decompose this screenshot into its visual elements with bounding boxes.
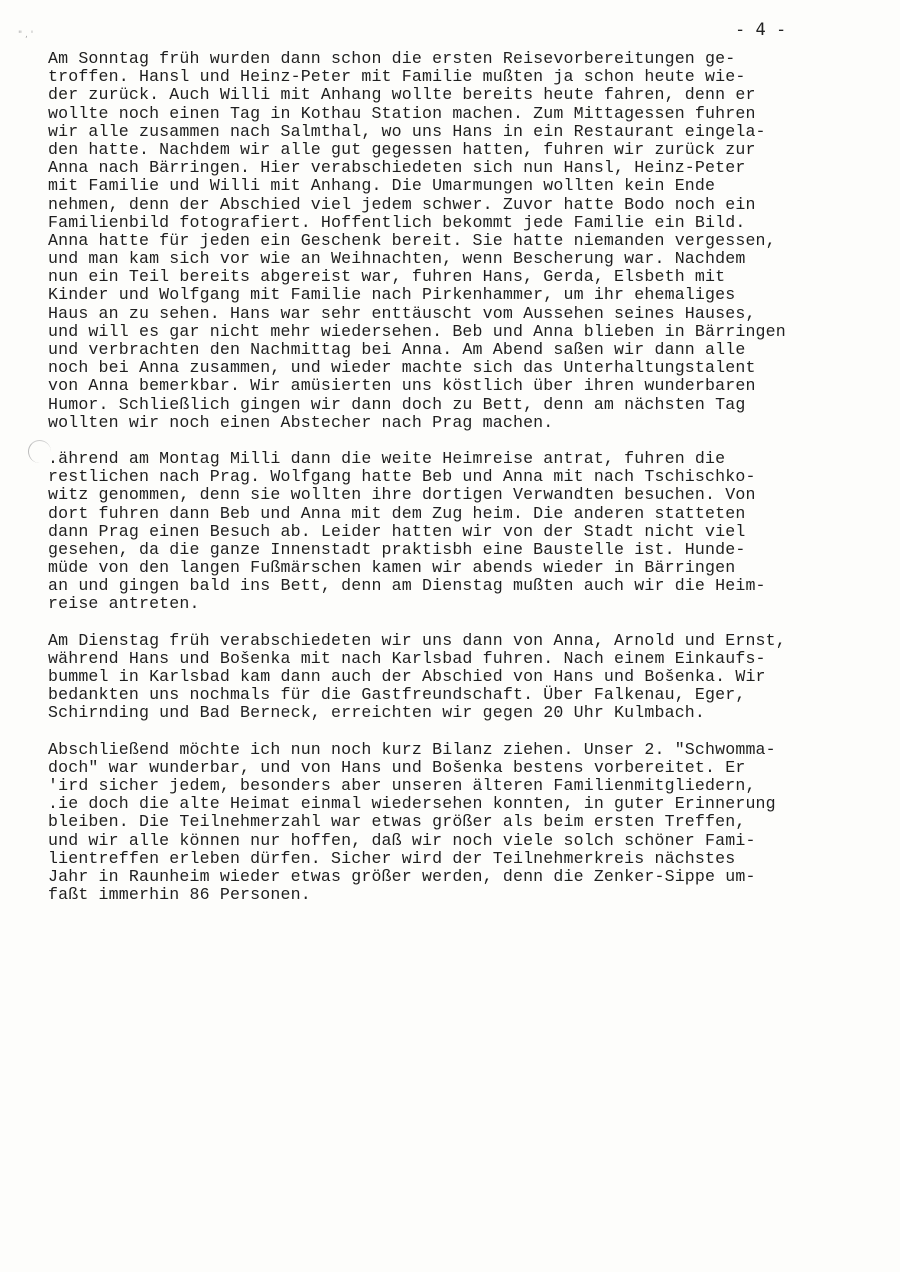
text-line: mit Familie und Willi mit Anhang. Die Umarmungen wollten kein Ende: [48, 176, 716, 196]
text-line: gesehen, da die ganze Innenstadt praktisbh eine Baustelle ist. Hunde-: [48, 539, 746, 559]
text-line: Familienbild fotografiert. Hoffentlich bekommt jede Familie ein Bild.: [48, 212, 746, 232]
text-line: und verbrachten den Nachmittag bei Anna. Am Abend saßen wir dann alle: [48, 340, 746, 359]
text-line: und will es gar nicht mehr wiedersehen. Beb und Anna blieben in Bärringen: [48, 321, 786, 341]
text-line: bedankten uns nochmals für die Gastfreundschaft. Über Falkenau, Eger,: [48, 685, 746, 705]
text-line: und wir alle können nur hoffen, daß wir noch viele solch schöner Fami-: [48, 830, 756, 850]
text-line: .ie doch die alte Heimat einmal wiedersehen konnten, in guter Erinnerung: [48, 794, 776, 814]
paragraph: [48, 50, 878, 432]
text-line: restlichen nach Prag. Wolfgang hatte Beb und Anna mit nach Tschischko-: [48, 467, 756, 487]
text-line: 'ird sicher jedem, besonders aber unseren älteren Familienmitgliedern,: [48, 775, 756, 795]
text-line: Kinder und Wolfgang mit Familie nach Pirkenhammer, um ihr ehemaliges: [48, 285, 736, 305]
text-line: müde von den langen Fußmärschen kamen wir abends wieder in Bärringen: [48, 558, 736, 578]
text-line: Anna hatte für jeden ein Geschenk bereit. Sie hatte niemanden vergessen,: [48, 230, 776, 250]
text-line: witz genommen, denn sie wollten ihre dortigen Verwandten besuchen. Von: [48, 485, 756, 505]
text-line: den hatte. Nachdem wir alle gut gegessen hatten, fuhren wir zurück zur: [48, 139, 756, 159]
text-line: reise antreten.: [48, 594, 200, 614]
paragraph: [48, 741, 878, 905]
text-line: lientreffen erleben dürfen. Sicher wird der Teilnehmerkreis nächstes: [48, 848, 736, 868]
text-line: der zurück. Auch Willi mit Anhang wollte bereits heute fahren, denn er: [48, 85, 756, 105]
text-line: .ährend am Montag Milli dann die weite Heimreise antrat, fuhren die: [48, 448, 726, 468]
text-line: und man kam sich vor wie an Weihnachten, wenn Bescherung war. Nachdem: [48, 249, 746, 269]
text-line: Schirnding und Bad Berneck, erreichten wir gegen 20 Uhr Kulmbach.: [48, 703, 706, 723]
paragraph: [48, 450, 878, 614]
text-line: troffen. Hansl und Heinz-Peter mit Familie mußten ja schon heute wie-: [48, 67, 746, 87]
text-line: nehmen, denn der Abschied viel jedem schwer. Zuvor hatte Bodo noch ein: [48, 194, 756, 214]
text-line: Haus an zu sehen. Hans war sehr enttäuscht vom Aussehen seines Hauses,: [48, 303, 756, 323]
text-line: Jahr in Raunheim wieder etwas größer werden, denn die Zenker-Sippe um-: [48, 866, 756, 886]
text-line: Humor. Schließlich gingen wir dann doch zu Bett, denn am nächsten Tag: [48, 394, 746, 414]
text-line: bleiben. Die Teilnehmerzahl war etwas größer als beim ersten Treffen,: [48, 812, 746, 832]
text-line: Am Sonntag früh wurden dann schon die ersten Reisevorbereitungen ge-: [48, 49, 736, 68]
corner-speck: " , ': [18, 30, 34, 40]
text-line: an und gingen bald ins Bett, denn am Dienstag mußten auch wir die Heim-: [48, 576, 766, 596]
text-line: Abschließend möchte ich nun noch kurz Bilanz ziehen. Unser 2. "Schwomma-: [48, 739, 776, 759]
text-line: während Hans und Bošenka mit nach Karlsbad fuhren. Nach einem Einkaufs-: [48, 648, 766, 668]
text-line: dann Prag einen Besuch ab. Leider hatten wir von der Stadt nicht viel: [48, 521, 746, 541]
text-line: noch bei Anna zusammen, und wieder machte sich das Unterhaltungstalent: [48, 358, 756, 378]
text-line: wollten wir noch einen Abstecher nach Prag machen.: [48, 412, 554, 432]
text-line: wollte noch einen Tag in Kothau Station machen. Zum Mittagessen fuhren: [48, 103, 756, 123]
text-line: Am Dienstag früh verabschiedeten wir uns dann von Anna, Arnold und Ernst,: [48, 630, 786, 650]
text-line: dort fuhren dann Beb und Anna mit dem Zug heim. Die anderen statteten: [48, 503, 746, 523]
page-number: - 4 -: [735, 20, 787, 40]
text-line: faßt immerhin 86 Personen.: [48, 885, 311, 905]
text-line: nun ein Teil bereits abgereist war, fuhren Hans, Gerda, Elsbeth mit: [48, 267, 726, 287]
text-line: Anna nach Bärringen. Hier verabschiedeten sich nun Hansl, Heinz-Peter: [48, 158, 746, 178]
text-line: von Anna bemerkbar. Wir amüsierten uns köstlich über ihren wunderbaren: [48, 376, 756, 396]
document-body: [48, 50, 878, 922]
text-line: wir alle zusammen nach Salmthal, wo uns Hans in ein Restaurant eingela-: [48, 121, 766, 141]
text-line: doch" war wunderbar, und von Hans und Bošenka bestens vorbereitet. Er: [48, 757, 746, 777]
text-line: bummel in Karlsbad kam dann auch der Abschied von Hans und Bošenka. Wir: [48, 667, 766, 686]
paragraph: [48, 632, 878, 723]
